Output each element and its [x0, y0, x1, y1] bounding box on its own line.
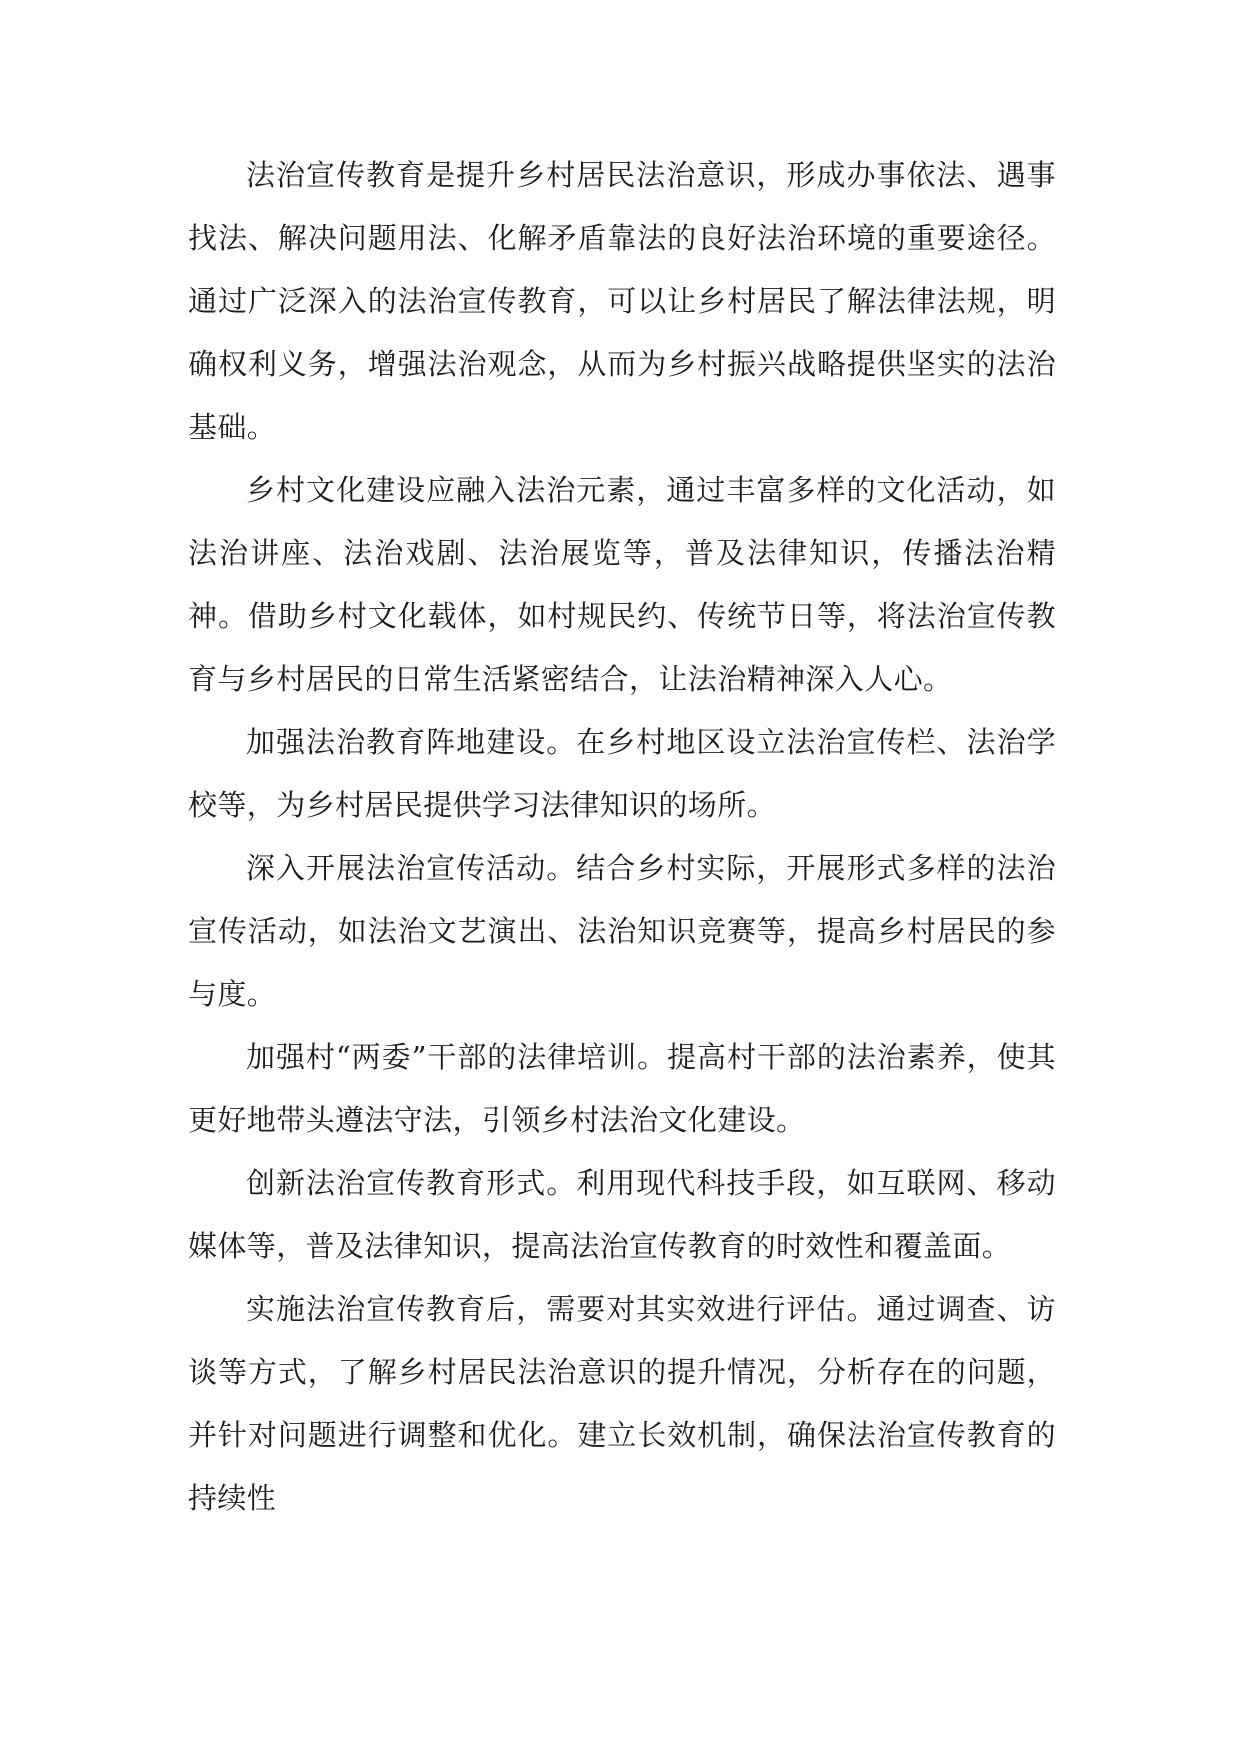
paragraph-5: 加强村“两委”干部的法律培训。提高村干部的法治素养，使其更好地带头遵法守法，引领乡村法治文化建设。	[188, 1040, 1056, 1137]
paragraph-3: 加强法治教育阵地建设。在乡村地区设立法治宣传栏、法治学校等，为乡村居民提供学习法律知识的场所。	[188, 725, 1056, 822]
paragraph-6: 创新法治宣传教育形式。利用现代科技手段，如互联网、移动媒体等，普及法律知识，提高法治宣传教育的时效性和覆盖面。	[188, 1166, 1056, 1263]
document-body	[188, 144, 1056, 1530]
paragraph-4: 深入开展法治宣传活动。结合乡村实际，开展形式多样的法治宣传活动，如法治文艺演出、法治知识竞赛等，提高乡村居民的参与度。	[188, 851, 1056, 1011]
paragraph-1: 法治宣传教育是提升乡村居民法治意识，形成办事依法、遇事找法、解决问题用法、化解矛盾靠法的良好法治环境的重要途径。通过广泛深入的法治宣传教育，可以让乡村居民了解法律法规，明确权利义务，增强法治观念，从而为乡村振兴战略提供坚实的法治基础。	[188, 158, 1056, 444]
paragraph-2: 乡村文化建设应融入法治元素，通过丰富多样的文化活动，如法治讲座、法治戏剧、法治展览等，普及法律知识，传播法治精神。借助乡村文化载体，如村规民约、传统节日等，将法治宣传教育与乡村居民的日常生活紧密结合，让法治精神深入人心。	[188, 473, 1056, 696]
paragraph-7: 实施法治宣传教育后，需要对其实效进行评估。通过调查、访谈等方式，了解乡村居民法治意识的提升情况，分析存在的问题，并针对问题进行调整和优化。建立长效机制，确保法治宣传教育的持续性	[188, 1292, 1056, 1515]
